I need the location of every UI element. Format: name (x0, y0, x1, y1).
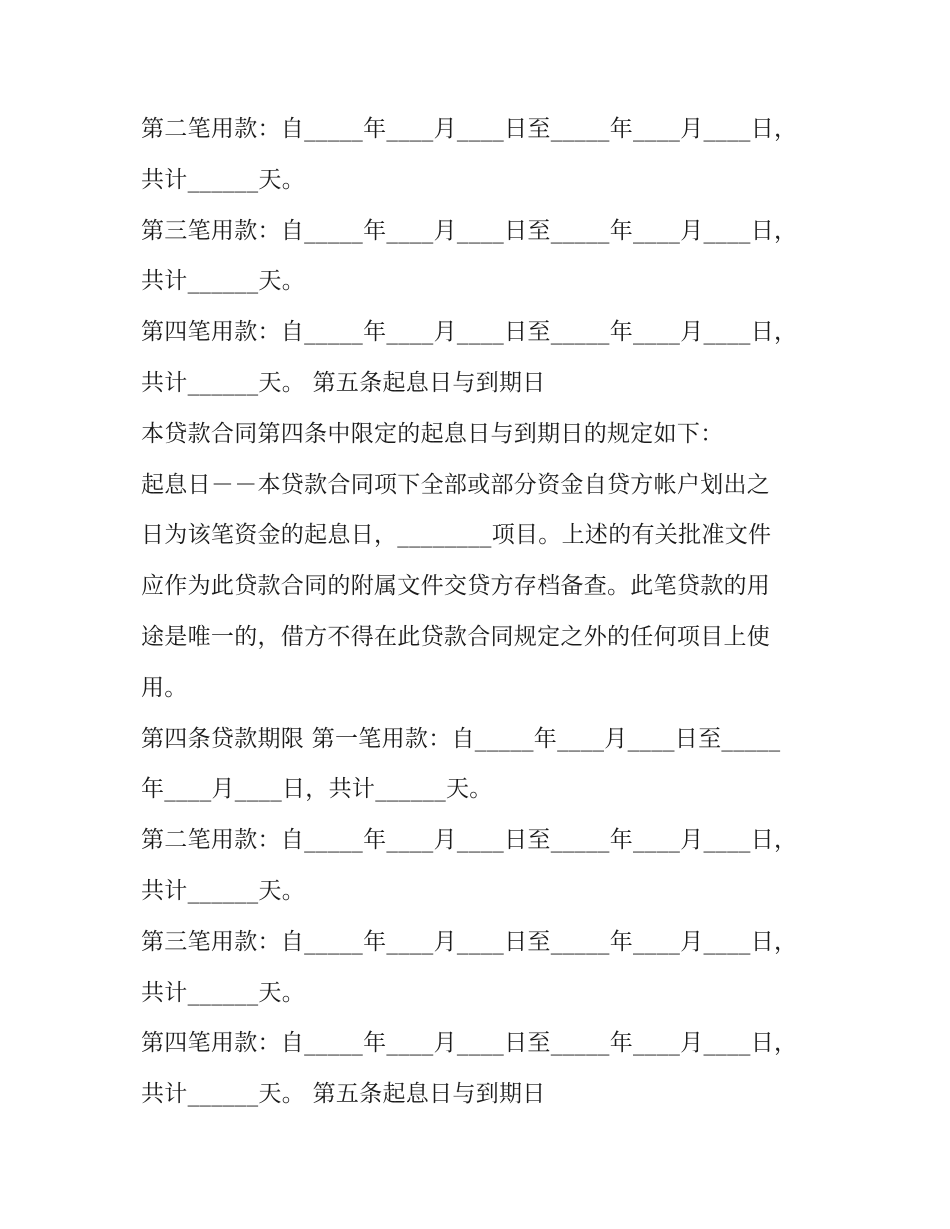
text-line: 共计______天。 (141, 166, 305, 193)
text-line: 共计______天。 第五条起息日与到期日 (141, 1081, 546, 1108)
text-line: 途是唯一的，借方不得在此贷款合同规定之外的任何项目上使 (141, 623, 771, 650)
text-line: 第三笔用款：自_____年____月____日至_____年____月____日， (141, 217, 798, 244)
text-line: 第四条贷款期限 第一笔用款：自_____年____月____日至_____ (141, 725, 781, 752)
text-line: 本贷款合同第四条中限定的起息日与到期日的规定如下： (141, 420, 724, 447)
text-line: 应作为此贷款合同的附属文件交贷方存档备查。此笔贷款的用 (141, 573, 771, 600)
text-line: 日为该笔资金的起息日，________项目。上述的有关批准文件 (141, 522, 772, 549)
text-line: 第三笔用款：自_____年____月____日至_____年____月____日， (141, 928, 798, 955)
text-line: 第二笔用款：自_____年____月____日至_____年____月____日， (141, 116, 798, 142)
text-line: 第二笔用款：自_____年____月____日至_____年____月____日， (141, 827, 798, 854)
text-line: 起息日－－本贷款合同项下全部或部分资金自贷方帐户划出之 (141, 471, 771, 498)
text-line: 共计______天。 (141, 979, 305, 1006)
text-line: 第四笔用款：自_____年____月____日至_____年____月____日， (141, 1030, 798, 1057)
text-line: 共计______天。 (141, 877, 305, 904)
text-line: 第四笔用款：自_____年____月____日至_____年____月____日， (141, 319, 798, 346)
text-line: 年____月____日，共计______天。 (141, 776, 493, 803)
text-line: 共计______天。 (141, 268, 305, 295)
text-line: 用。 (141, 674, 188, 701)
document-body (141, 104, 821, 1120)
text-line: 共计______天。 第五条起息日与到期日 (141, 369, 546, 396)
